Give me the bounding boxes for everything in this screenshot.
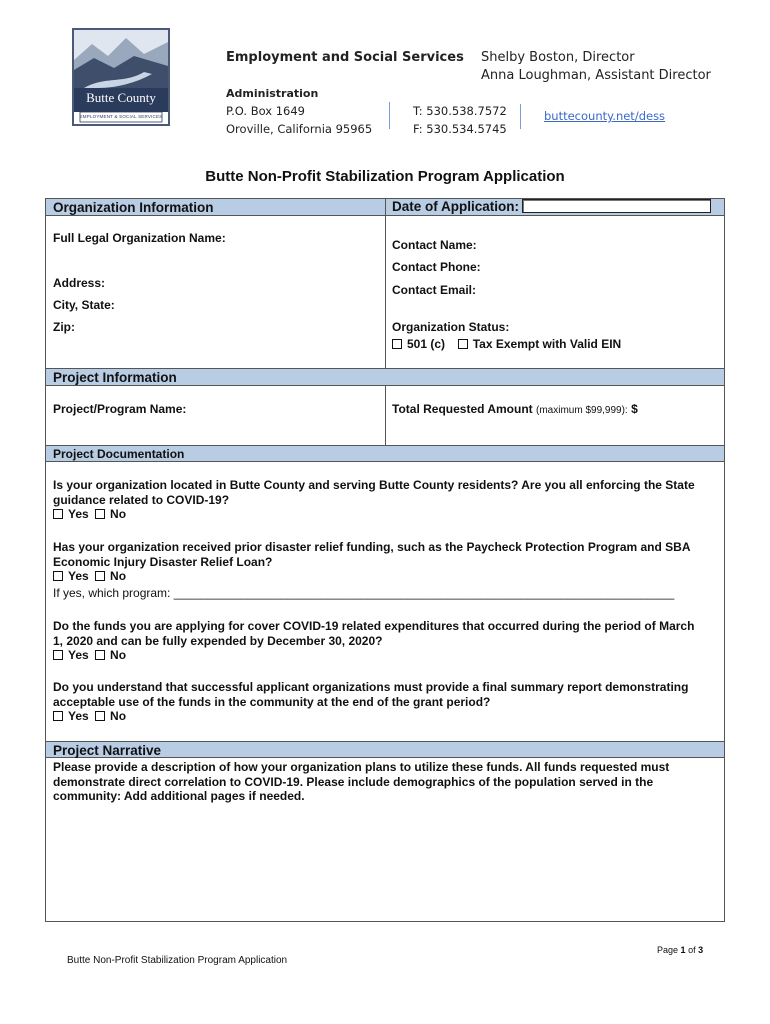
dollar-sign: $ [631,402,638,416]
yes-label: Yes [68,648,89,662]
no-label: No [110,507,127,521]
address-line-1: P.O. Box 1649 [226,104,305,118]
assistant-director-name: Anna Loughman, Assistant Director [481,68,711,83]
phone-number: T: 530.538.7572 [413,104,507,118]
status-501c-checkbox[interactable] [392,339,402,349]
documentation-title: Project Documentation [53,447,185,461]
status-tax-exempt-checkbox[interactable] [458,339,468,349]
narrative-title: Project Narrative [53,743,162,758]
no-label: No [110,569,127,583]
contact-phone-label: Contact Phone: [392,260,481,274]
org-status-options [392,337,621,351]
contact-email-label: Contact Email: [392,283,477,297]
question-4: Do you understand that successful applicant organizations must provide a final summary report demonstrating acceptable use of the funds in the community at the end of the grant period? [53,680,689,709]
admin-label: Administration [226,87,319,100]
page-of: of [688,945,696,955]
question-2-options [53,569,126,583]
narrative-header [46,741,724,758]
footer-title: Butte Non-Profit Stabilization Program Application [67,955,288,966]
page-current: 1 [680,945,686,955]
page-number [657,945,703,955]
fax-number: F: 530.534.5745 [413,122,507,136]
q3-yes-checkbox[interactable] [53,650,63,660]
question-3: Do the funds you are applying for cover COVID-19 related expenditures that occurred during the period of March 1, 2020 and can be fully expended by December 30, 2020? [53,619,695,648]
header-divider [389,102,390,129]
date-of-application-label: Date of Application: [392,199,519,214]
project-name-label: Project/Program Name: [53,402,187,416]
header-divider [520,104,521,129]
address-line-2: Oroville, California 95965 [226,122,373,136]
project-info-header [46,368,724,386]
director-name: Shelby Boston, Director [481,50,635,65]
address-label: Address: [53,276,106,290]
question-2: Has your organization received prior disaster relief funding, such as the Paycheck Protection Program and SBA Economic Injury Disaster Relief Loan? [53,540,691,569]
page-total: 3 [698,945,704,955]
logo-subtitle: EMPLOYMENT & SOCIAL SERVICES [79,114,163,119]
requested-amount-text: Total Requested Amount [392,402,533,416]
column-divider [385,198,386,368]
city-state-label: City, State: [53,298,115,312]
question-4-options [53,709,126,723]
q3-no-checkbox[interactable] [95,650,105,660]
yes-label: Yes [68,709,89,723]
documentation-header [46,445,724,462]
yes-label: Yes [68,507,89,521]
contact-name-label: Contact Name: [392,238,477,252]
no-label: No [110,648,127,662]
column-divider [385,386,386,445]
q1-yes-checkbox[interactable] [53,509,63,519]
narrative-response-area[interactable] [47,808,723,920]
no-label: No [110,709,127,723]
org-info-title: Organization Information [53,200,214,215]
q1-no-checkbox[interactable] [95,509,105,519]
website-link[interactable]: buttecounty.net/dess [544,109,666,123]
org-status-label: Organization Status: [392,320,510,334]
department-name: Employment and Social Services [226,50,464,65]
narrative-instructions: Please provide a description of how your organization plans to utilize these funds. All funds requested must demonstrate direct correlation to COVID-19. Please include demographics of the population served in the community: Add additional pages if needed. [53,760,670,803]
page-label: Page [657,945,679,955]
mountain-landscape-icon [74,30,168,124]
status-tax-exempt-label: Tax Exempt with Valid EIN [472,337,622,351]
requested-amount-label [392,402,638,416]
project-info-title: Project Information [53,370,177,385]
status-501c-label: 501 (c) [407,337,446,351]
prior-program-field[interactable]: If yes, which program: ___________________________________________________________________________ [53,586,675,600]
yes-label: Yes [68,569,89,583]
form-title: Butte Non-Profit Stabilization Program Application [205,168,565,185]
question-1-options [53,507,126,521]
q4-no-checkbox[interactable] [95,711,105,721]
legal-name-label: Full Legal Organization Name: [53,231,226,245]
q4-yes-checkbox[interactable] [53,711,63,721]
q2-yes-checkbox[interactable] [53,571,63,581]
date-of-application-input[interactable] [522,199,711,213]
q2-no-checkbox[interactable] [95,571,105,581]
zip-label: Zip: [53,320,75,334]
county-logo [72,28,170,126]
logo-name: Butte County [86,90,156,105]
requested-amount-note: (maximum $99,999): [536,405,628,416]
question-3-options [53,648,126,662]
question-1: Is your organization located in Butte County and serving Butte County residents? Are you all enforcing the State guidance related to COVID-19? [53,478,695,507]
